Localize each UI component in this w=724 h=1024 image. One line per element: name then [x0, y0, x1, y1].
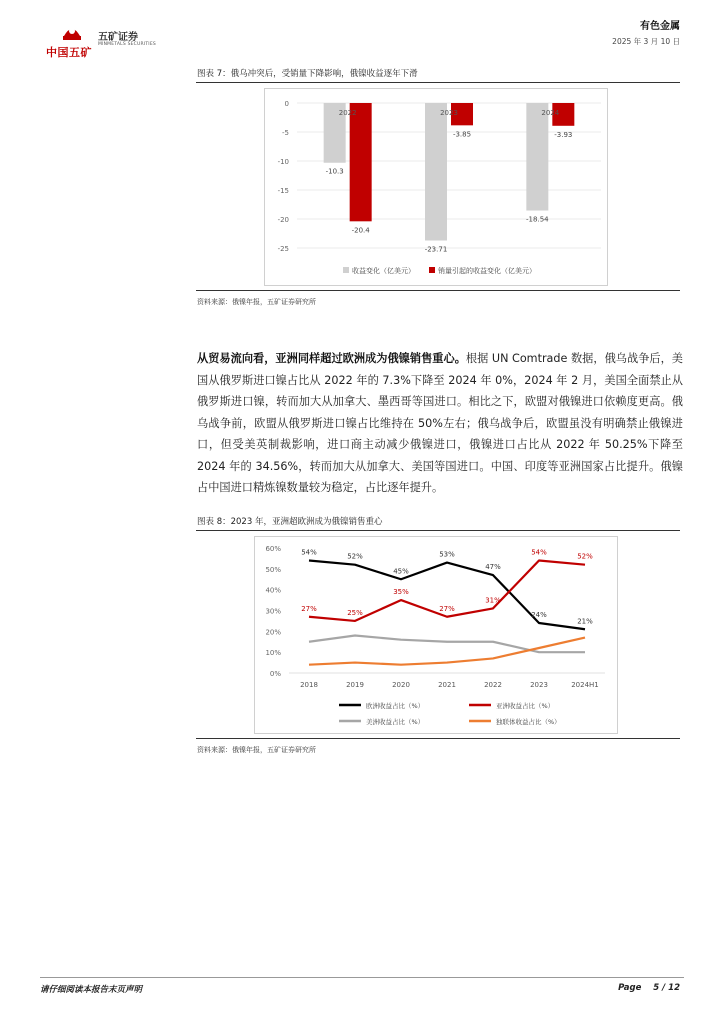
point-data-label: 27% [301, 604, 317, 613]
y-tick-label: -10 [277, 158, 289, 166]
x-category-label: 2021 [438, 681, 456, 689]
report-date: 2025 年 3 月 10 日 [612, 37, 680, 46]
point-data-label: 54% [301, 548, 317, 557]
x-category-label: 2024H1 [571, 681, 599, 689]
bar-data-label: -20.4 [351, 226, 370, 235]
y-tick-label: 30% [265, 607, 281, 616]
x-category-label: 2019 [346, 681, 364, 689]
legend-label: 欧洲收益占比（%） [366, 702, 425, 710]
x-category-label: 2020 [392, 681, 410, 689]
figure8-source: 资料来源：俄镍年报，五矿证券研究所 [197, 746, 316, 754]
bar-revenue-change [526, 103, 548, 211]
point-data-label: 31% [485, 596, 501, 605]
point-data-label: 35% [393, 588, 409, 597]
legend-swatch [343, 267, 349, 273]
legend-label: 亚洲收益占比（%） [496, 702, 555, 710]
series-line-2 [309, 636, 585, 653]
bar-data-label: -3.93 [554, 130, 573, 139]
figure8-bottom-rule [196, 738, 680, 739]
point-data-label: 45% [393, 567, 409, 576]
figure8-line-chart [255, 537, 617, 733]
footer-disclaimer: 请仔细阅读本报告末页声明 [40, 985, 143, 995]
bar-revenue-change [425, 103, 447, 241]
x-category-label: 2018 [300, 681, 318, 689]
legend-label: 独联体收益占比（%） [496, 718, 561, 726]
y-tick-label: -15 [277, 187, 289, 195]
x-category-label: 2023 [440, 109, 458, 117]
figure7-chart-frame [264, 88, 608, 286]
figure7-source: 资料来源：俄镍年报，五矿证券研究所 [197, 298, 316, 306]
y-tick-label: 20% [265, 628, 281, 637]
point-data-label: 27% [439, 604, 455, 613]
legend-label: 美洲收益占比（%） [366, 718, 425, 726]
y-tick-label: 10% [265, 649, 281, 658]
y-tick-label: 40% [265, 586, 281, 595]
figure7-bar-chart [265, 89, 607, 285]
footer-rule [40, 977, 684, 978]
paragraph-text: 根据 UN Comtrade 数据，俄乌战争后，美国从俄罗斯进口镍占比从 2022 年的 7.3%下降至 2024 年 0%，2024 年 2 月，美国全面禁止从俄罗斯进口镍，转而加大从加拿大、墨西哥等国进口。相比之下，欧盟对俄镍进口依赖度更高。俄乌战争前，欧盟从俄罗斯进口镍占比维持在 50%左右；俄乌战争后，欧盟虽没有明确禁止俄镍进口，但受美英制裁影响，进口商主动减少俄镍进口，俄镍进口占比从 2022 年 50.25%下降至 2024 年的 34.56%，转而加大从加拿大、美国等国进口。中国、印度等亚洲国家占比提升。俄镍占中国进口精炼镍数量较为稳定，占比逐年提升。 [197, 352, 683, 494]
figure7-bottom-rule [196, 290, 680, 291]
y-tick-label: -5 [282, 129, 289, 137]
point-data-label: 53% [439, 550, 455, 559]
paragraph-lead: 从贸易流向看，亚洲同样超过欧洲成为俄镍销售重心。 [197, 352, 466, 365]
bar-data-label: -23.71 [424, 245, 448, 254]
figure8-chart-frame [254, 536, 618, 734]
x-category-label: 2024 [541, 109, 560, 117]
point-data-label: 24% [531, 611, 547, 619]
body-paragraph [197, 348, 683, 499]
logo-right-text: 五矿证券 [98, 32, 138, 43]
bar-volume-change [350, 103, 372, 221]
legend-label: 销量引起的收益变化（亿美元） [438, 267, 536, 275]
y-tick-label: -25 [277, 245, 289, 253]
point-data-label: 54% [531, 548, 547, 557]
figure7-caption: 图表 7：俄乌冲突后，受销量下降影响，俄镍收益逐年下滑 [197, 69, 418, 79]
page-number: Page 5 / 12 [618, 983, 680, 993]
x-category-label: 2022 [484, 681, 502, 689]
point-data-label: 47% [485, 563, 501, 572]
y-tick-label: -20 [277, 216, 289, 224]
figure8-top-rule [196, 530, 680, 531]
bar-data-label: -3.85 [452, 130, 472, 139]
legend-swatch [429, 267, 435, 273]
figure7-top-rule [196, 82, 680, 83]
point-data-label: 25% [347, 608, 363, 617]
point-data-label: 52% [577, 552, 593, 561]
y-tick-label: 60% [265, 545, 281, 553]
x-category-label: 2023 [530, 681, 548, 689]
y-tick-label: 0% [269, 670, 281, 678]
legend-label: 收益变化（亿美元） [352, 267, 415, 275]
x-category-label: 2022 [338, 109, 357, 117]
logo-en-text: MINMETALS SECURITIES [98, 42, 156, 47]
sector-title: 有色金属 [640, 21, 680, 32]
figure8-caption: 图表 8：2023 年，亚洲超欧洲成为俄镍销售重心 [197, 517, 383, 527]
y-tick-label: 0 [284, 100, 289, 108]
bar-data-label: -10.3 [325, 167, 344, 176]
company-logo [46, 22, 156, 58]
logo-left-text: 中国五矿 [46, 46, 92, 59]
logo-emblem-icon [60, 22, 84, 42]
bar-data-label: -18.54 [526, 215, 549, 224]
point-data-label: 21% [577, 617, 593, 626]
y-tick-label: 50% [265, 565, 281, 574]
point-data-label: 52% [347, 552, 363, 561]
